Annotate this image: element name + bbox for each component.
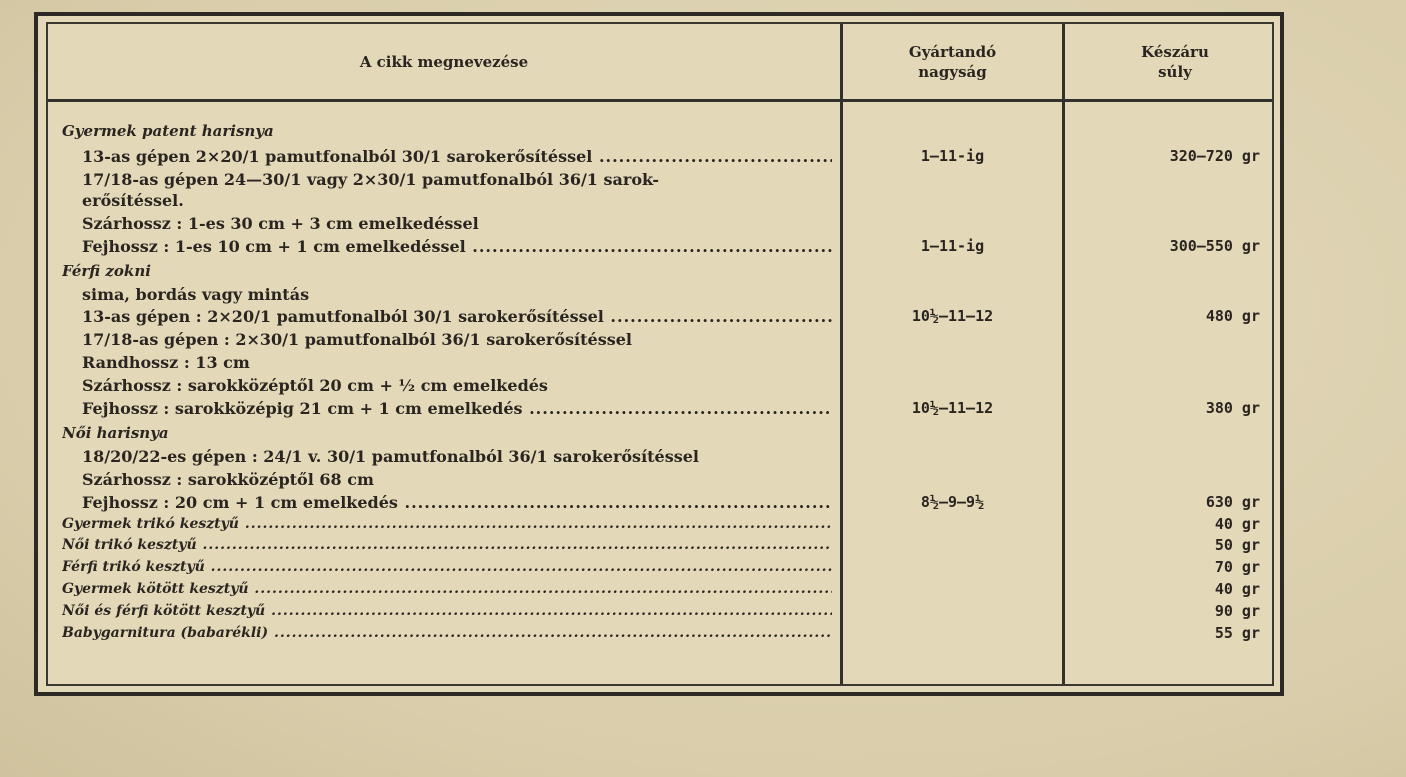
header-weight: Készáru súly — [1141, 42, 1209, 81]
weight-value: 55 gr — [1214, 624, 1260, 642]
article-name: Férfi trikó kesztyű ..... — [62, 557, 832, 577]
table-row — [48, 623, 1272, 643]
table-row — [48, 491, 1272, 514]
weight-value: 630 gr — [1205, 493, 1260, 511]
table-row — [48, 351, 1272, 374]
table-row — [48, 260, 1272, 283]
article-name: 18/20/22-es gépen : 24/1 v. 30/1 pamutfonalból 36/1 sarokerősítéssel — [82, 447, 699, 466]
article-name: Gyermek trikó kesztyű ..... — [62, 514, 832, 534]
table-body — [48, 102, 1272, 684]
table-row — [48, 283, 1272, 306]
article-name: 13-as gépen : 2×20/1 pamutfonalból 30/1 sarokerősítéssel ..... — [82, 305, 832, 328]
article-name: 17/18-as gépen 24—30/1 vagy 2×30/1 pamutfonalból 36/1 sarok- — [82, 170, 660, 189]
article-name: Gyermek kötött kesztyű ..... — [62, 579, 832, 599]
table-row — [48, 397, 1272, 420]
weight-value: 50 gr — [1214, 536, 1260, 554]
table-row — [48, 601, 1272, 621]
article-table — [34, 12, 1284, 696]
weight-value: 40 gr — [1214, 515, 1260, 533]
weight-value: 480 gr — [1205, 307, 1260, 325]
article-name: Női és férfi kötött kesztyű ..... — [62, 601, 832, 621]
weight-value: 90 gr — [1214, 602, 1260, 620]
table-row — [48, 235, 1272, 258]
article-name: Fejhossz : 1-es 10 cm + 1 cm emelkedéssel ..... — [82, 235, 832, 258]
article-name: Fejhossz : sarokközépig 21 cm + 1 cm emelkedés ..... — [82, 397, 832, 420]
table-row — [48, 374, 1272, 397]
article-name: Randhossz : 13 cm — [82, 353, 250, 372]
article-name: Férfi zokni — [62, 262, 151, 280]
table-row — [48, 189, 1272, 212]
weight-value: 40 gr — [1214, 580, 1260, 598]
article-name: sima, bordás vagy mintás — [82, 285, 310, 304]
table-inner-frame — [46, 22, 1274, 686]
weight-value: 70 gr — [1214, 558, 1260, 576]
size-value: 1—11-ig — [920, 147, 985, 165]
table-row — [48, 514, 1272, 534]
table-row — [48, 422, 1272, 445]
table-row — [48, 145, 1272, 168]
size-value: 1—11-ig — [920, 237, 985, 255]
weight-value: 300—550 gr — [1169, 237, 1260, 255]
table-row — [48, 535, 1272, 555]
table-row — [48, 120, 1272, 143]
header-size: Gyártandó nagyság — [908, 42, 997, 81]
size-value: 10½—11—12 — [911, 307, 994, 325]
article-name: Szárhossz : sarokközéptől 20 cm + ½ cm emelkedés — [82, 376, 548, 395]
article-name: Fejhossz : 20 cm + 1 cm emelkedés ..... — [82, 491, 832, 514]
size-value: 8½—9—9½ — [920, 493, 985, 511]
table-row — [48, 168, 1272, 191]
article-name: Női trikó kesztyű ..... — [62, 535, 832, 555]
article-name: erősítéssel. — [82, 191, 184, 210]
weight-value: 380 gr — [1205, 399, 1260, 417]
table-row — [48, 212, 1272, 235]
article-name: Szárhossz : 1-es 30 cm + 3 cm emelkedéssel — [82, 214, 479, 233]
article-name: Babygarnitura (babarékli) ..... — [62, 623, 832, 643]
table-row — [48, 468, 1272, 491]
table-row — [48, 305, 1272, 328]
article-name: Női harisnya — [62, 424, 169, 442]
article-name: 17/18-as gépen : 2×30/1 pamutfonalból 36/1 sarokerősítéssel — [82, 330, 632, 349]
weight-value: 320—720 gr — [1169, 147, 1260, 165]
table-row — [48, 579, 1272, 599]
table-row — [48, 328, 1272, 351]
article-name: Gyermek patent harisnya — [62, 122, 274, 140]
header-article-name: A cikk megnevezése — [359, 52, 529, 71]
table-row — [48, 557, 1272, 577]
article-name: 13-as gépen 2×20/1 pamutfonalból 30/1 sarokerősítéssel ..... — [82, 145, 832, 168]
table-row — [48, 445, 1272, 468]
article-name: Szárhossz : sarokközéptől 68 cm — [82, 470, 374, 489]
size-value: 10½—11—12 — [911, 399, 994, 417]
